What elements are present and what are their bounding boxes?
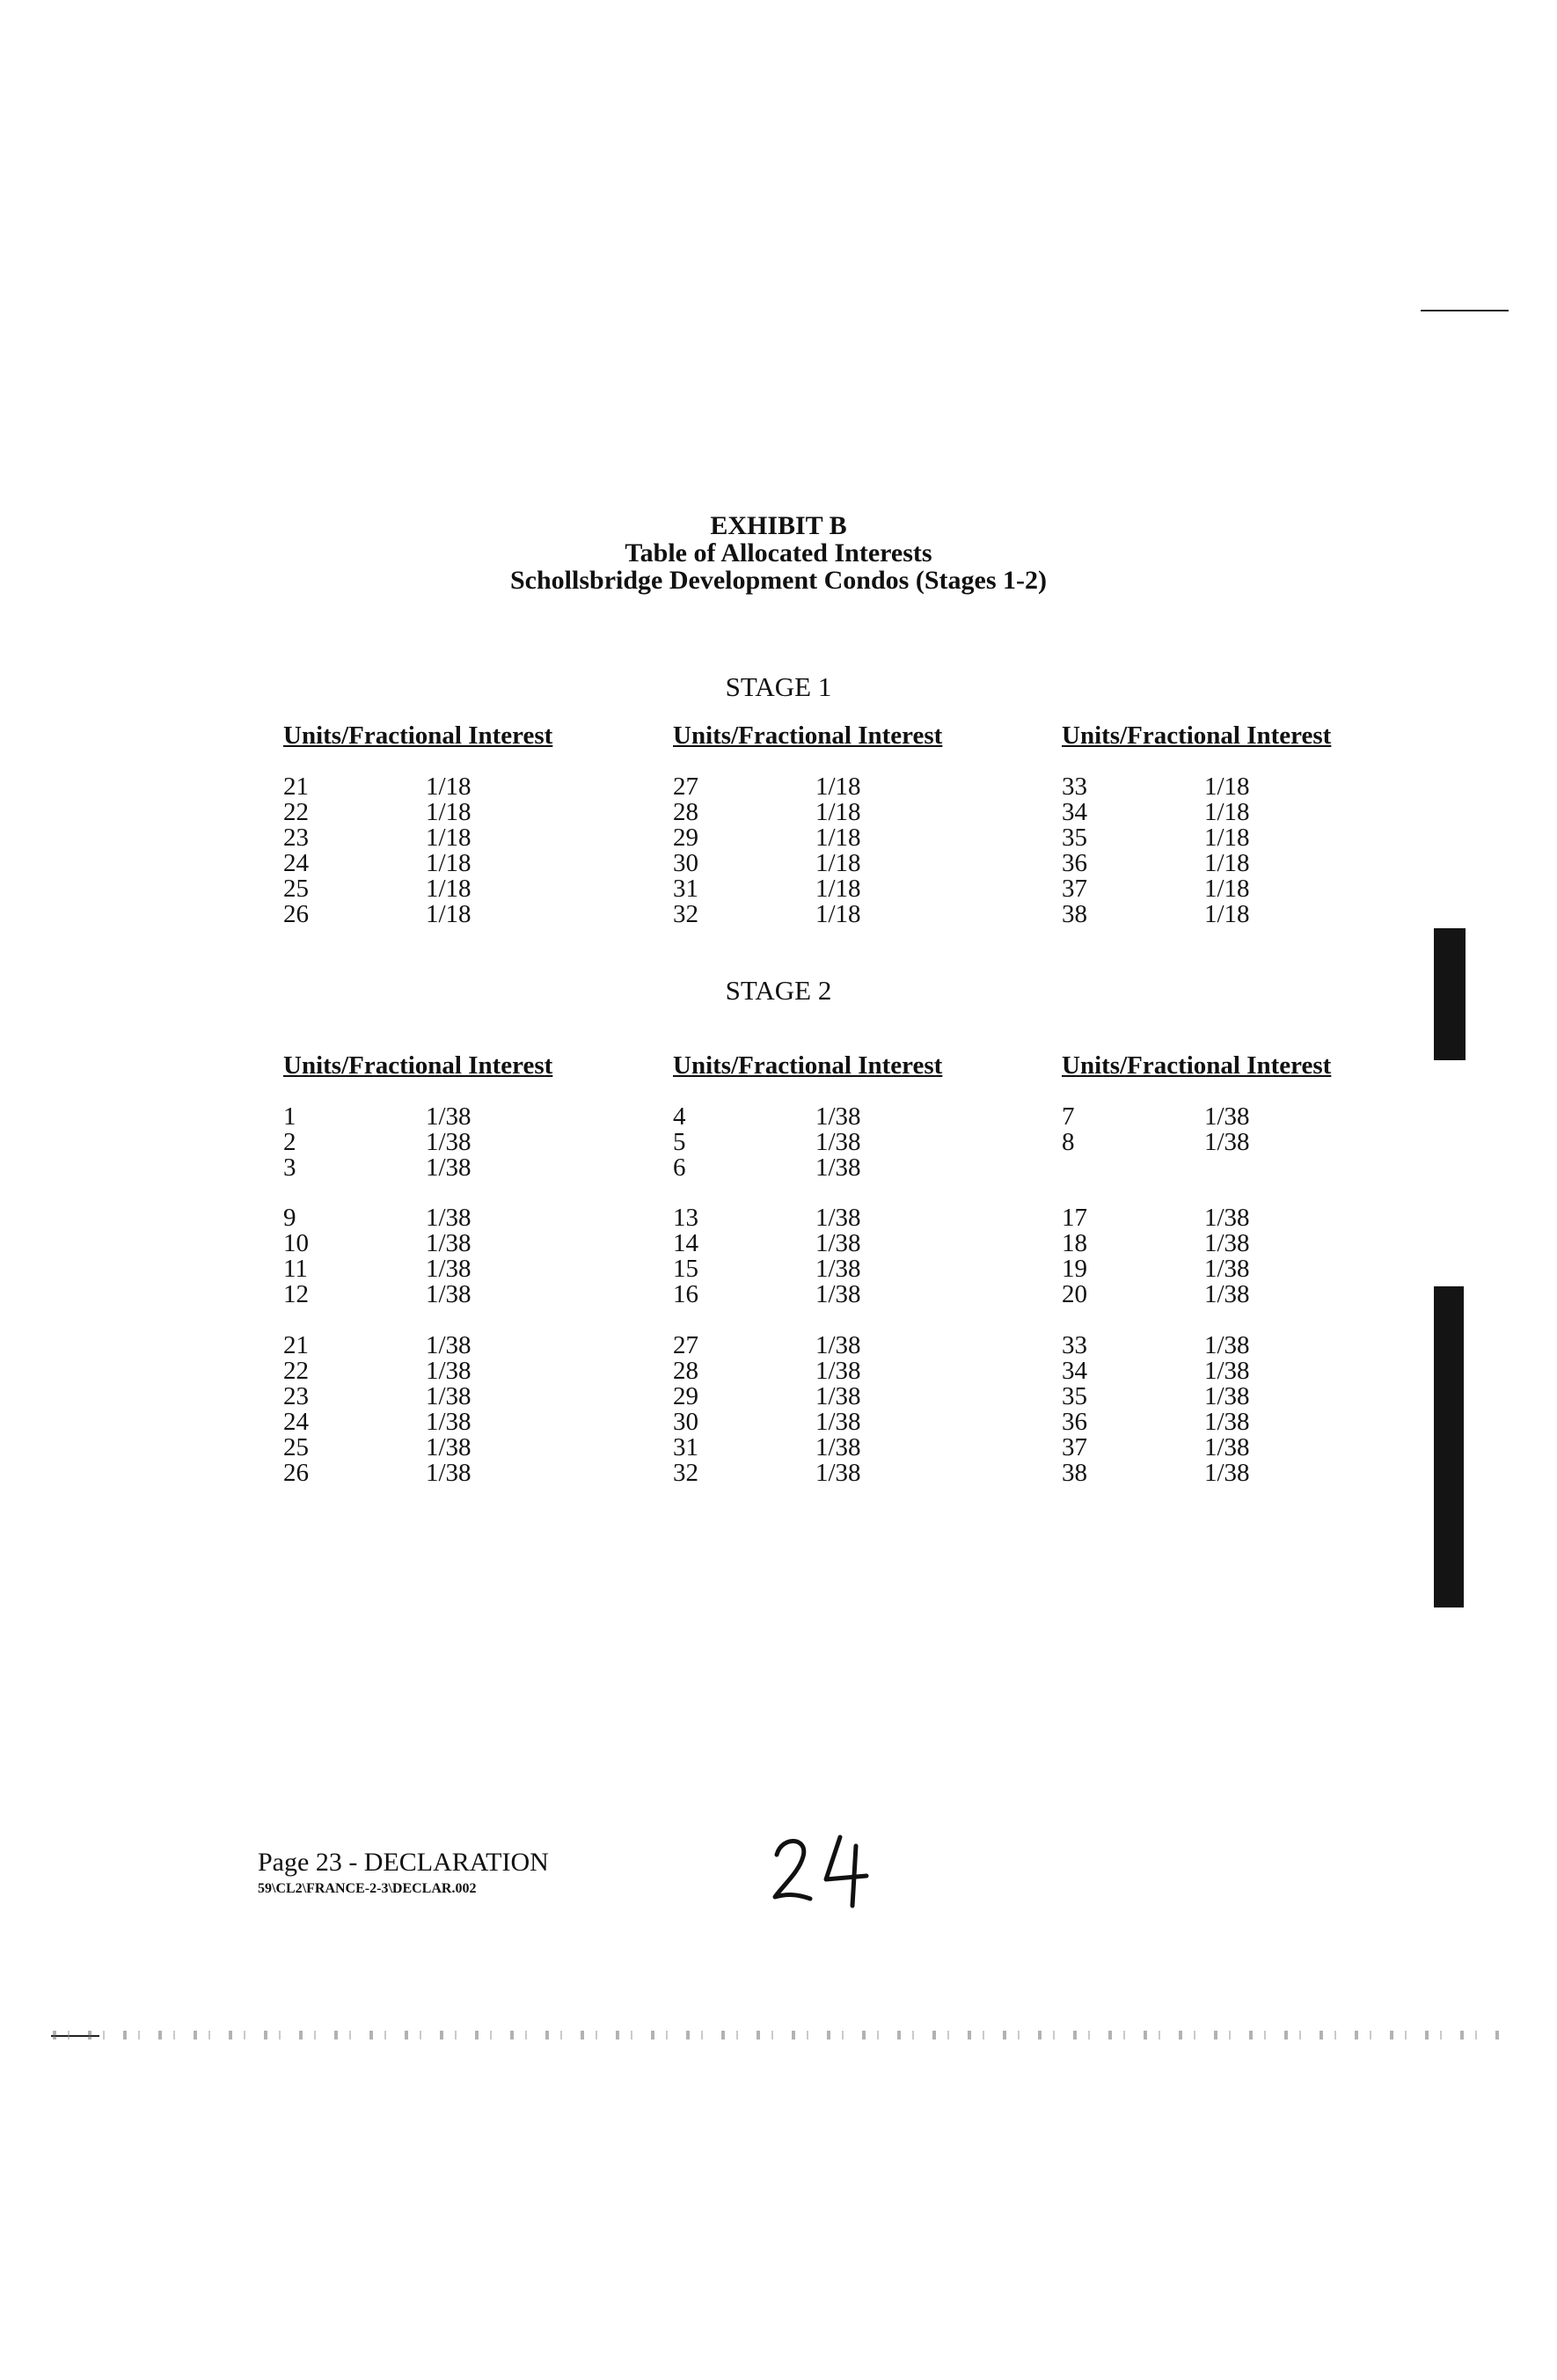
fractional-interest: 1/38 <box>815 1128 861 1156</box>
fractional-interest: 1/38 <box>1204 1102 1250 1131</box>
fractional-interest: 1/18 <box>1204 875 1250 903</box>
fractional-interest: 1/18 <box>1204 773 1250 801</box>
unit-number: 25 <box>283 875 309 903</box>
fractional-interest: 1/38 <box>1204 1128 1250 1156</box>
fractional-interest: 1/38 <box>426 1229 471 1257</box>
unit-number: 34 <box>1062 798 1087 826</box>
unit-number: 36 <box>1062 1408 1087 1436</box>
unit-number: 22 <box>283 1357 309 1385</box>
fractional-interest: 1/18 <box>1204 824 1250 852</box>
fractional-interest: 1/38 <box>815 1255 861 1283</box>
handwritten-page-number <box>768 1830 891 1909</box>
fractional-interest: 1/38 <box>815 1433 861 1461</box>
stage1-column-header: Units/Fractional Interest <box>673 721 943 750</box>
unit-number: 30 <box>673 1408 698 1436</box>
unit-number: 31 <box>673 875 698 903</box>
document-header <box>0 512 1557 594</box>
unit-number: 34 <box>1062 1357 1087 1385</box>
fractional-interest: 1/18 <box>426 798 471 826</box>
fractional-interest: 1/38 <box>426 1204 471 1232</box>
fractional-interest: 1/38 <box>815 1357 861 1385</box>
fractional-interest: 1/38 <box>815 1408 861 1436</box>
fractional-interest: 1/38 <box>426 1331 471 1359</box>
scan-edge-bar-lower <box>1434 1286 1464 1607</box>
unit-number: 38 <box>1062 900 1087 928</box>
fractional-interest: 1/38 <box>815 1102 861 1131</box>
fractional-interest: 1/38 <box>1204 1331 1250 1359</box>
unit-number: 7 <box>1062 1102 1075 1131</box>
unit-number: 37 <box>1062 875 1087 903</box>
fractional-interest: 1/18 <box>815 900 861 928</box>
fractional-interest: 1/18 <box>815 849 861 877</box>
fractional-interest: 1/38 <box>815 1382 861 1410</box>
unit-number: 29 <box>673 1382 698 1410</box>
fractional-interest: 1/38 <box>815 1204 861 1232</box>
fractional-interest: 1/38 <box>1204 1382 1250 1410</box>
unit-number: 35 <box>1062 1382 1087 1410</box>
stage2-column-header: Units/Fractional Interest <box>673 1051 943 1080</box>
fractional-interest: 1/18 <box>426 824 471 852</box>
unit-number: 21 <box>283 773 309 801</box>
stage2-column-header: Units/Fractional Interest <box>283 1051 553 1080</box>
unit-number: 2 <box>283 1128 296 1156</box>
fractional-interest: 1/38 <box>1204 1357 1250 1385</box>
document-title: Table of Allocated Interests <box>625 538 932 568</box>
fractional-interest: 1/38 <box>815 1280 861 1308</box>
unit-number: 12 <box>283 1280 309 1308</box>
unit-number: 21 <box>283 1331 309 1359</box>
unit-number: 3 <box>283 1153 296 1182</box>
fractional-interest: 1/38 <box>426 1357 471 1385</box>
stage1-title: STAGE 1 <box>725 671 832 702</box>
fractional-interest: 1/38 <box>1204 1280 1250 1308</box>
unit-number: 20 <box>1062 1280 1087 1308</box>
unit-number: 36 <box>1062 849 1087 877</box>
unit-number: 27 <box>673 1331 698 1359</box>
fractional-interest: 1/18 <box>1204 900 1250 928</box>
unit-number: 19 <box>1062 1255 1087 1283</box>
fractional-interest: 1/18 <box>426 849 471 877</box>
scan-noise-line <box>53 2031 1504 2039</box>
fractional-interest: 1/38 <box>426 1255 471 1283</box>
unit-number: 31 <box>673 1433 698 1461</box>
unit-number: 18 <box>1062 1229 1087 1257</box>
fractional-interest: 1/18 <box>815 875 861 903</box>
fractional-interest: 1/38 <box>815 1331 861 1359</box>
fractional-interest: 1/38 <box>426 1153 471 1182</box>
fractional-interest: 1/38 <box>815 1459 861 1487</box>
fractional-interest: 1/18 <box>815 798 861 826</box>
unit-number: 13 <box>673 1204 698 1232</box>
fractional-interest: 1/18 <box>426 773 471 801</box>
unit-number: 33 <box>1062 1331 1087 1359</box>
unit-number: 25 <box>283 1433 309 1461</box>
unit-number: 32 <box>673 1459 698 1487</box>
unit-number: 10 <box>283 1229 309 1257</box>
unit-number: 6 <box>673 1153 686 1182</box>
unit-number: 17 <box>1062 1204 1087 1232</box>
fractional-interest: 1/38 <box>426 1433 471 1461</box>
document-subtitle: Schollsbridge Development Condos (Stages 1-2) <box>509 566 1047 595</box>
unit-number: 28 <box>673 798 698 826</box>
unit-number: 30 <box>673 849 698 877</box>
exhibit-label: EXHIBIT B <box>710 511 847 540</box>
fractional-interest: 1/38 <box>426 1280 471 1308</box>
fractional-interest: 1/38 <box>426 1128 471 1156</box>
fractional-interest: 1/18 <box>815 773 861 801</box>
fractional-interest: 1/18 <box>1204 849 1250 877</box>
unit-number: 8 <box>1062 1128 1075 1156</box>
scan-edge-bar-upper <box>1434 928 1466 1060</box>
fractional-interest: 1/38 <box>426 1459 471 1487</box>
fractional-interest: 1/38 <box>1204 1255 1250 1283</box>
fractional-interest: 1/38 <box>815 1153 861 1182</box>
file-path: 59\CL2\FRANCE-2-3\DECLAR.002 <box>258 1881 477 1896</box>
fractional-interest: 1/18 <box>426 900 471 928</box>
unit-number: 37 <box>1062 1433 1087 1461</box>
fractional-interest: 1/38 <box>426 1408 471 1436</box>
unit-number: 23 <box>283 1382 309 1410</box>
corner-rule <box>1421 310 1509 311</box>
fractional-interest: 1/18 <box>815 824 861 852</box>
stage2-title: STAGE 2 <box>725 975 832 1006</box>
unit-number: 11 <box>283 1255 308 1283</box>
unit-number: 35 <box>1062 824 1087 852</box>
fractional-interest: 1/18 <box>1204 798 1250 826</box>
fractional-interest: 1/38 <box>1204 1204 1250 1232</box>
unit-number: 22 <box>283 798 309 826</box>
unit-number: 33 <box>1062 773 1087 801</box>
unit-number: 24 <box>283 849 309 877</box>
unit-number: 1 <box>283 1102 296 1131</box>
unit-number: 5 <box>673 1128 686 1156</box>
fractional-interest: 1/38 <box>815 1229 861 1257</box>
unit-number: 29 <box>673 824 698 852</box>
unit-number: 28 <box>673 1357 698 1385</box>
fractional-interest: 1/38 <box>1204 1408 1250 1436</box>
unit-number: 38 <box>1062 1459 1087 1487</box>
unit-number: 23 <box>283 824 309 852</box>
unit-number: 15 <box>673 1255 698 1283</box>
page-label: Page 23 - DECLARATION <box>258 1848 549 1877</box>
unit-number: 32 <box>673 900 698 928</box>
stage1-column-header: Units/Fractional Interest <box>283 721 553 750</box>
unit-number: 14 <box>673 1229 698 1257</box>
stage2-column-header: Units/Fractional Interest <box>1062 1051 1332 1080</box>
unit-number: 9 <box>283 1204 296 1232</box>
fractional-interest: 1/38 <box>1204 1459 1250 1487</box>
unit-number: 4 <box>673 1102 686 1131</box>
fractional-interest: 1/38 <box>426 1382 471 1410</box>
fractional-interest: 1/38 <box>1204 1433 1250 1461</box>
unit-number: 16 <box>673 1280 698 1308</box>
fractional-interest: 1/38 <box>426 1102 471 1131</box>
unit-number: 27 <box>673 773 698 801</box>
fractional-interest: 1/18 <box>426 875 471 903</box>
stage1-column-header: Units/Fractional Interest <box>1062 721 1332 750</box>
fractional-interest: 1/38 <box>1204 1229 1250 1257</box>
unit-number: 26 <box>283 1459 309 1487</box>
unit-number: 24 <box>283 1408 309 1436</box>
unit-number: 26 <box>283 900 309 928</box>
